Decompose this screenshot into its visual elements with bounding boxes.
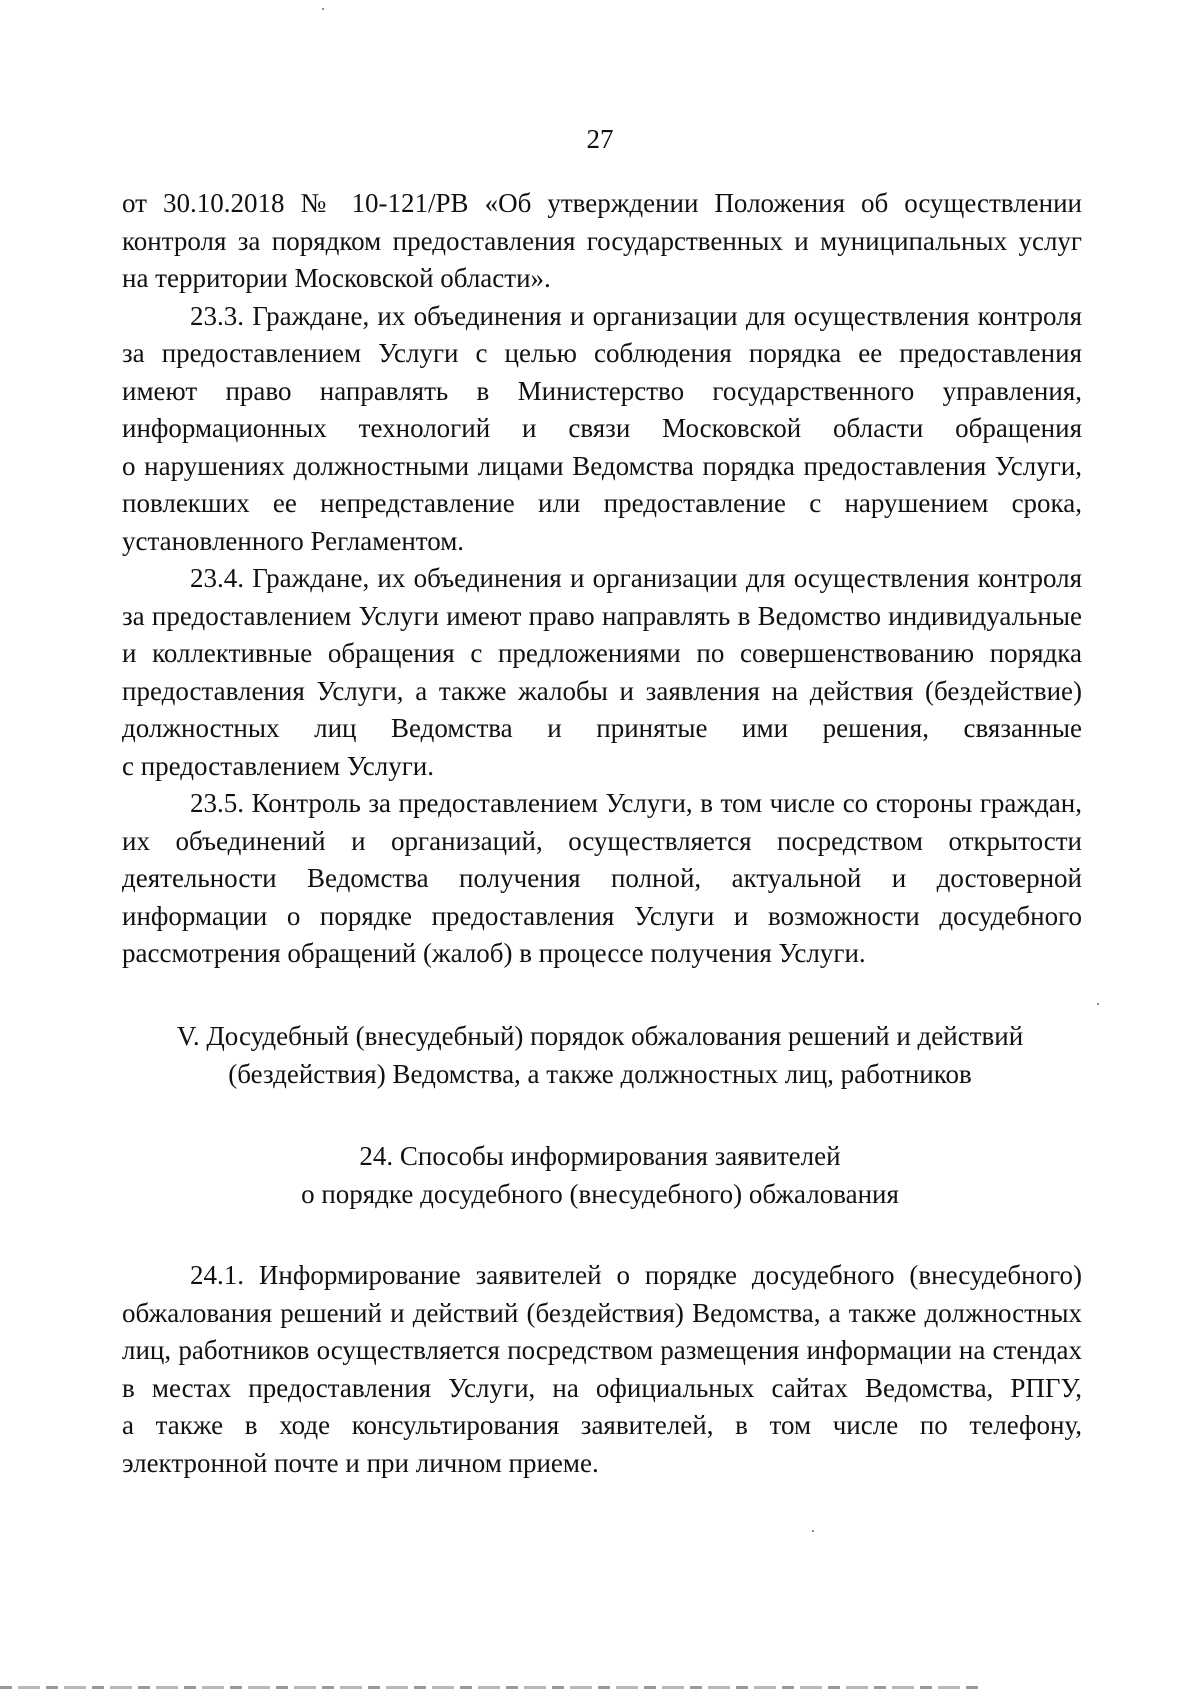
text-line: предоставления Услуги, а также жалобы и заявления на действия (бездействие) <box>122 675 1082 706</box>
heading-line: о порядке досудебного (внесудебного) обжалования <box>301 1178 899 1209</box>
text-line: деятельности Ведомства получения полной, актуальной и достоверной <box>122 863 1082 893</box>
text-line: а также в ходе консультирования заявителей, в том числе по телефону, <box>122 1410 1082 1440</box>
text-line: от 30.10.2018 № 10-121/РВ «Об утверждении Положения об осуществлении <box>122 188 1082 218</box>
text-line: информации о порядке предоставления Услуги и возможности досудебного <box>122 900 1082 931</box>
scan-speck <box>1097 1003 1099 1005</box>
text-line: на территории Московской области». <box>122 263 551 293</box>
page-number: 27 <box>586 124 614 154</box>
text-line: о нарушениях должностными лицами Ведомства порядка предоставления Услуги, <box>122 450 1082 481</box>
text-line: 23.3. Граждане, их объединения и организации для осуществления контроля <box>190 300 1082 331</box>
text-line: обжалования решений и действий (бездействия) Ведомства, а также должностных <box>122 1297 1082 1328</box>
body-text-upper <box>122 185 1082 973</box>
heading-line: V. Досудебный (внесудебный) порядок обжалования решений и действий <box>176 1021 1024 1051</box>
text-line: за предоставлением Услуги имеют право направлять в Ведомство индивидуальные <box>122 600 1082 631</box>
paragraph-intro <box>122 185 1082 298</box>
paragraph-23-4 <box>122 560 1082 785</box>
text-line: лиц, работников осуществляется посредством размещения информации на стендах <box>122 1335 1082 1365</box>
paragraph-24-1 <box>122 1257 1082 1482</box>
paragraph-23-3 <box>122 298 1082 561</box>
text-line: и коллективные обращения с предложениями по совершенствованию порядка <box>122 638 1082 668</box>
text-line: рассмотрения обращений (жалоб) в процессе получения Услуги. <box>122 938 866 968</box>
text-line: информационных технологий и связи Московской области обращения <box>122 413 1082 443</box>
scan-speck <box>812 1530 814 1532</box>
text-line: 23.5. Контроль за предоставлением Услуги, в том числе со стороны граждан, <box>190 788 1082 818</box>
text-line: в местах предоставления Услуги, на официальных сайтах Ведомства, РПГУ, <box>122 1372 1082 1403</box>
scan-speck <box>322 8 324 10</box>
text-line: за предоставлением Услуги с целью соблюдения порядка ее предоставления <box>122 338 1082 368</box>
subsection-heading <box>0 1138 1200 1213</box>
text-line: электронной почте и при личном приеме. <box>122 1447 599 1478</box>
text-line: 23.4. Граждане, их объединения и организации для осуществления контроля <box>190 563 1082 593</box>
body-text-lower <box>122 1257 1082 1482</box>
text-line: повлекших ее непредставление или предоставление с нарушением срока, <box>122 488 1082 518</box>
paragraph-23-5 <box>122 785 1082 973</box>
text-line: с предоставлением Услуги. <box>122 750 434 781</box>
text-line: их объединений и организаций, осуществляется посредством открытости <box>122 825 1082 856</box>
text-line: должностных лиц Ведомства и принятые ими решения, связанные <box>122 713 1082 743</box>
text-line: контроля за порядком предоставления государственных и муниципальных услуг <box>122 225 1082 256</box>
heading-line: 24. Способы информирования заявителей <box>359 1141 841 1171</box>
text-line: 24.1. Информирование заявителей о порядке досудебного (внесудебного) <box>190 1260 1082 1290</box>
text-line: имеют право направлять в Министерство государственного управления, <box>122 375 1082 406</box>
heading-line: (бездействия) Ведомства, а также должностных лиц, работников <box>228 1058 972 1089</box>
section-heading <box>0 1018 1200 1093</box>
text-line: установленного Регламентом. <box>122 525 465 556</box>
